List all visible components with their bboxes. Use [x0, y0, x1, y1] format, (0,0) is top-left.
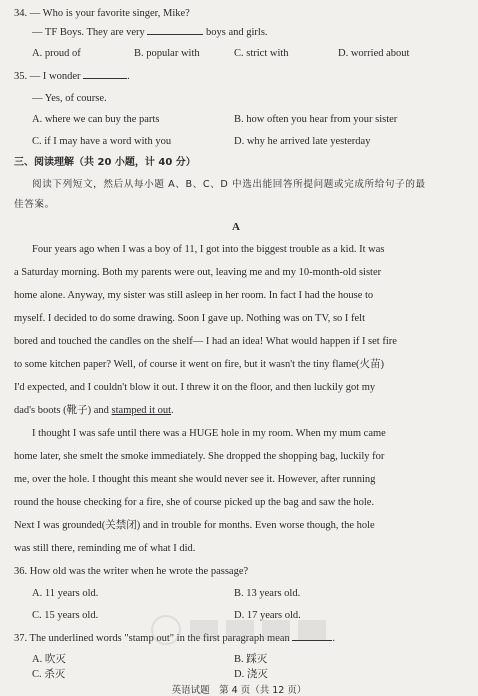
passage-p1-line-7: I'd expected, and I couldn't blow it out. I threw it on the floor, and then luckily got my	[14, 382, 376, 393]
q36-option-c[interactable]: C. 15 years old.	[32, 610, 99, 621]
q34-option-a[interactable]: A. proud of	[32, 48, 81, 59]
passage-p2-line-1: I thought I was safe until there was a HUGE hole in my room. When my mum came	[32, 428, 386, 439]
q35-question	[14, 69, 130, 83]
passage-p1-line-8-start: dad's boots (靴子) and	[14, 405, 112, 416]
q35-question-start: 35. — I wonder	[14, 71, 81, 82]
q36-question: 36. How old was the writer when he wrote the passage?	[14, 566, 249, 577]
q34-reply-end: boys and girls.	[206, 27, 268, 38]
q34-question: 34. — Who is your favorite singer, Mike?	[14, 8, 190, 19]
q34-option-c[interactable]: C. strict with	[234, 48, 289, 59]
watermark-logo	[150, 610, 350, 650]
passage-p1-line-5: bored and touched the candles on the shelf— I had an idea! What would happen if I set fire	[14, 336, 397, 347]
passage-p1-line-8	[14, 404, 174, 417]
passage-p1-line-8-end: .	[171, 405, 174, 416]
q35-option-b[interactable]: B. how often you hear from your sister	[234, 114, 398, 125]
passage-p1-line-3: home alone. Anyway, my sister was still asleep in her room. In fact I had the house to	[14, 290, 374, 301]
q36-option-a[interactable]: A. 11 years old.	[32, 588, 99, 599]
section-instruction-line-2: 佳答案。	[14, 199, 55, 210]
q37-option-c[interactable]: C. 杀灭	[32, 669, 66, 680]
q36-option-d[interactable]: D. 17 years old.	[234, 610, 301, 621]
q34-answer-blank	[147, 25, 203, 35]
underlined-phrase: stamped it out	[111, 405, 172, 416]
passage-p2-line-4: round the house checking for a fire, she of course picked up the bag and saw the hole.	[14, 497, 375, 508]
q37-option-a[interactable]: A. 吹灭	[32, 654, 66, 665]
passage-heading: A	[232, 221, 240, 233]
q35-question-end: .	[127, 71, 130, 82]
q37-option-d[interactable]: D. 浇灭	[234, 669, 268, 680]
q35-option-c[interactable]: C. if I may have a word with you	[32, 136, 172, 147]
passage-p1-line-6: to some kitchen paper? Well, of course it went on fire, but it wasn't the tiny flame(火苗)	[14, 359, 385, 370]
passage-p1-line-4: myself. I decided to do some drawing. Soon I gave up. Nothing was on TV, so I felt	[14, 313, 366, 324]
passage-p1-line-1: Four years ago when I was a boy of 11, I got into the biggest trouble as a kid. It was	[32, 244, 385, 255]
section-instruction-line-1: 阅读下列短文，然后从每小题 A、B、C、D 中选出能回答所提问题或完成所给句子的最	[32, 179, 426, 190]
q34-reply	[32, 25, 268, 39]
q37-question-end: .	[332, 633, 336, 644]
q34-reply-start: — TF Boys. They are very	[32, 27, 145, 38]
q35-option-a[interactable]: A. where we can buy the parts	[32, 114, 160, 125]
passage-p1-line-2: a Saturday morning. Both my parents were out, leaving me and my 10-month-old sister	[14, 267, 382, 278]
q34-option-b[interactable]: B. popular with	[134, 48, 200, 59]
q35-reply: — Yes, of course.	[32, 93, 107, 104]
q35-answer-blank	[83, 69, 127, 79]
section-title: 三、阅读理解（共 20 小题，计 40 分）	[14, 157, 196, 168]
passage-p2-line-3: me, over the hole. I thought this meant she would never see it. However, after running	[14, 474, 376, 485]
q37-option-b[interactable]: B. 踩灭	[234, 654, 268, 665]
passage-p2-line-6: was still there, reminding me of what I did.	[14, 543, 196, 554]
passage-p2-line-5: Next I was grounded(关禁闭) and in trouble for months. Even worse though, the hole	[14, 520, 375, 531]
page-footer: 英语试题 第 4 页（共 12 页）	[171, 685, 307, 696]
q34-option-d[interactable]: D. worried about	[338, 48, 410, 59]
q37-question-start: 37. The underlined words "stamp out" in the first paragraph mean	[14, 633, 290, 644]
q36-option-b[interactable]: B. 13 years old.	[234, 588, 301, 599]
q35-option-d[interactable]: D. why he arrived late yesterday	[234, 136, 371, 147]
passage-p2-line-2: home later, she smelt the smoke immediately. She dropped the shopping bag, luckily for	[14, 451, 385, 462]
